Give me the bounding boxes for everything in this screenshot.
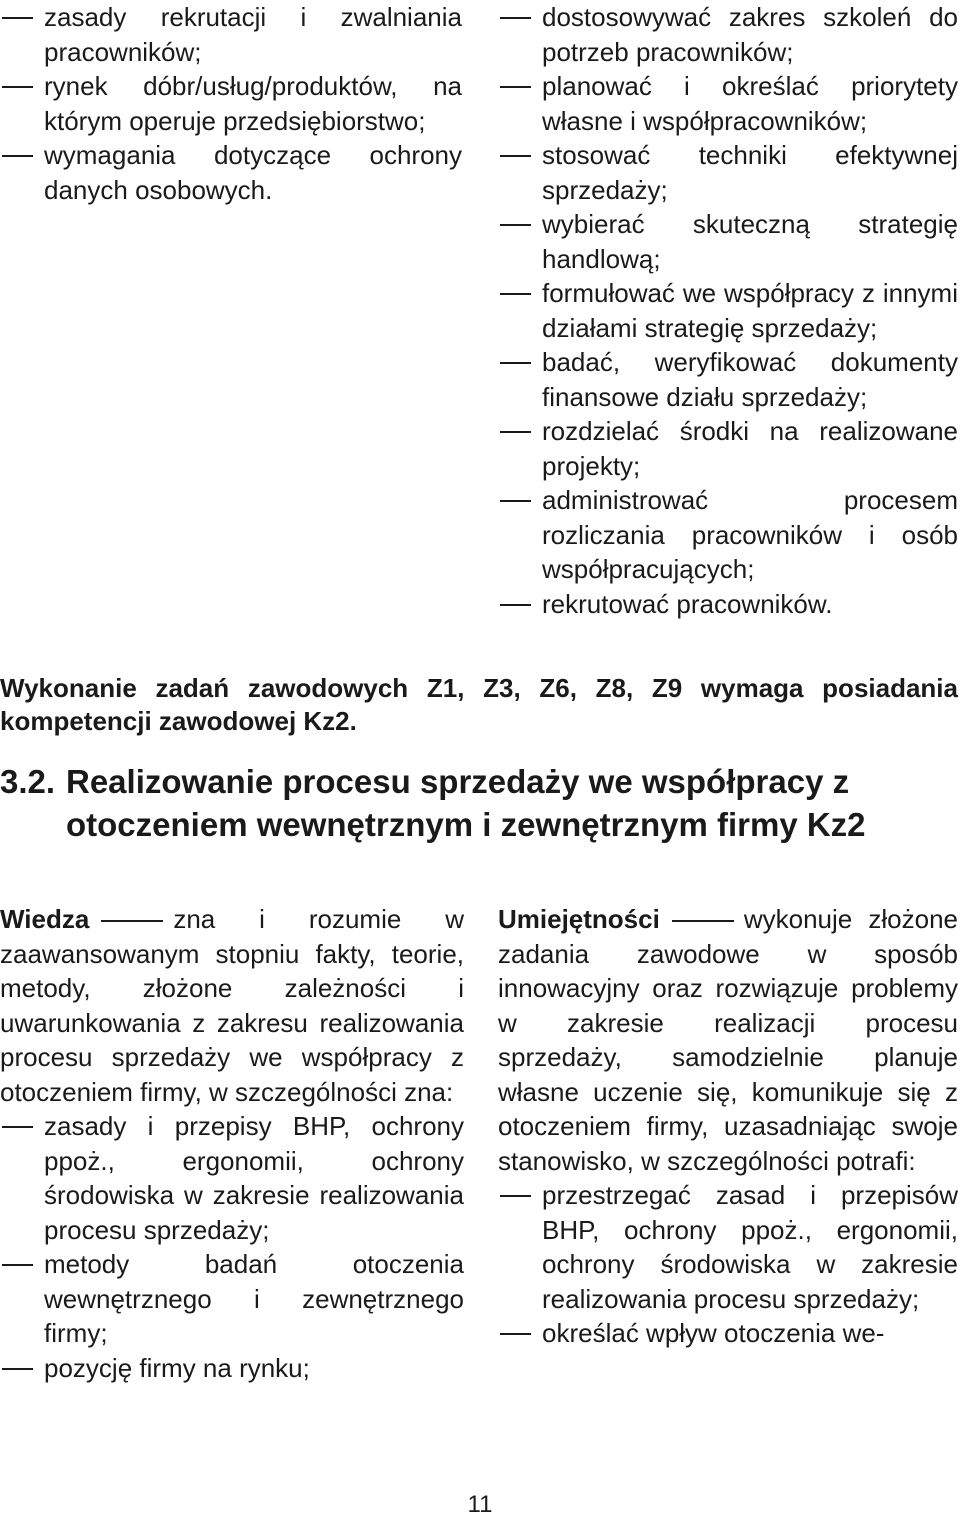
list-item: planować i określać priorytety własne i współpracowników; xyxy=(498,69,958,138)
knowledge-column xyxy=(0,902,464,1385)
list-item: zasady i przepisy BHP, ochrony ppoż., ergonomii, ochrony środowiska w zakresie realizowania procesu sprzedaży; xyxy=(0,1109,464,1247)
dash-bullet-icon xyxy=(500,224,531,226)
list-item: pozycję firmy na rynku; xyxy=(0,1351,464,1386)
dash-bullet-icon xyxy=(500,362,531,364)
list-item: formułować we współpracy z innymi działami strategię sprzedaży; xyxy=(498,276,958,345)
list-item: rekrutować pracowników. xyxy=(498,587,958,622)
dash-bullet-icon xyxy=(500,293,531,295)
dash-bullet-icon xyxy=(500,1333,531,1335)
list-item: stosować techniki efektywnej sprzedaży; xyxy=(498,138,958,207)
skills-column xyxy=(498,902,958,1351)
skills-intro: Umiejętności wykonuje złożone zadania zawodowe w sposób innowacyjny oraz rozwiązuje problemy w zakresie realizacji procesu sprzedaży, samodzielnie planuje własne uczenie się, komunikuje się z otoczeniem firmy, uzasadniając swoje stanowisko, w szczególności potrafi: xyxy=(498,904,958,1176)
skills-label: Umiejętności xyxy=(498,904,660,934)
list-item: zasady rekrutacji i zwalniania pracowników; xyxy=(0,0,462,69)
top-left-list xyxy=(0,0,462,207)
list-item: wybierać skuteczną strategię handlową; xyxy=(498,207,958,276)
list-item: wymagania dotyczące ochrony danych osobowych. xyxy=(0,138,462,207)
page-number: 11 xyxy=(467,1491,493,1518)
dash-bullet-icon xyxy=(500,500,531,502)
dash-separator-icon xyxy=(672,920,734,922)
top-right-list xyxy=(498,0,958,621)
knowledge-intro: Wiedza zna i rozumie w zaawansowanym stopniu fakty, teorie, metody, złożone zależności i uwarunkowania z zakresu realizowania procesu sprzedaży we współpracy z otoczeniem firmy, w szczególności zna: xyxy=(0,904,464,1107)
dash-bullet-icon xyxy=(500,86,531,88)
competence-requirement: Wykonanie zadań zawodowych Z1, Z3, Z6, Z8, Z9 wymaga posiadania kompetencji zawodowej Kz2. xyxy=(0,673,958,736)
dash-bullet-icon xyxy=(2,1368,33,1370)
dash-bullet-icon xyxy=(2,17,33,19)
dash-bullet-icon xyxy=(500,155,531,157)
list-item: określać wpływ otoczenia we- xyxy=(498,1316,958,1351)
section-title: Realizowanie procesu sprzedaży we współpracy z otoczeniem wewnętrznym i zewnętrznym firmy Kz2 xyxy=(66,763,866,843)
list-item: rynek dóbr/usług/produktów, na którym operuje przedsiębiorstwo; xyxy=(0,69,462,138)
knowledge-label: Wiedza xyxy=(0,904,90,934)
dash-bullet-icon xyxy=(500,17,531,19)
list-item: metody badań otoczenia wewnętrznego i zewnętrznego firmy; xyxy=(0,1247,464,1351)
dash-bullet-icon xyxy=(2,1126,33,1128)
dash-bullet-icon xyxy=(2,155,33,157)
list-item: administrować procesem rozliczania pracowników i osób współpracujących; xyxy=(498,483,958,587)
section-number: 3.2. xyxy=(0,763,56,800)
dash-bullet-icon xyxy=(500,1195,531,1197)
list-item: rozdzielać środki na realizowane projekty; xyxy=(498,414,958,483)
dash-bullet-icon xyxy=(500,604,531,606)
dash-bullet-icon xyxy=(2,86,33,88)
dash-separator-icon xyxy=(101,920,163,922)
list-item: dostosowywać zakres szkoleń do potrzeb pracowników; xyxy=(498,0,958,69)
dash-bullet-icon xyxy=(500,431,531,433)
dash-bullet-icon xyxy=(2,1264,33,1266)
section-heading xyxy=(0,760,958,846)
list-item: przestrzegać zasad i przepisów BHP, ochrony ppoż., ergonomii, ochrony środowiska w zakresie realizowania procesu sprzedaży; xyxy=(498,1178,958,1316)
list-item: badać, weryfikować dokumenty finansowe działu sprzedaży; xyxy=(498,345,958,414)
